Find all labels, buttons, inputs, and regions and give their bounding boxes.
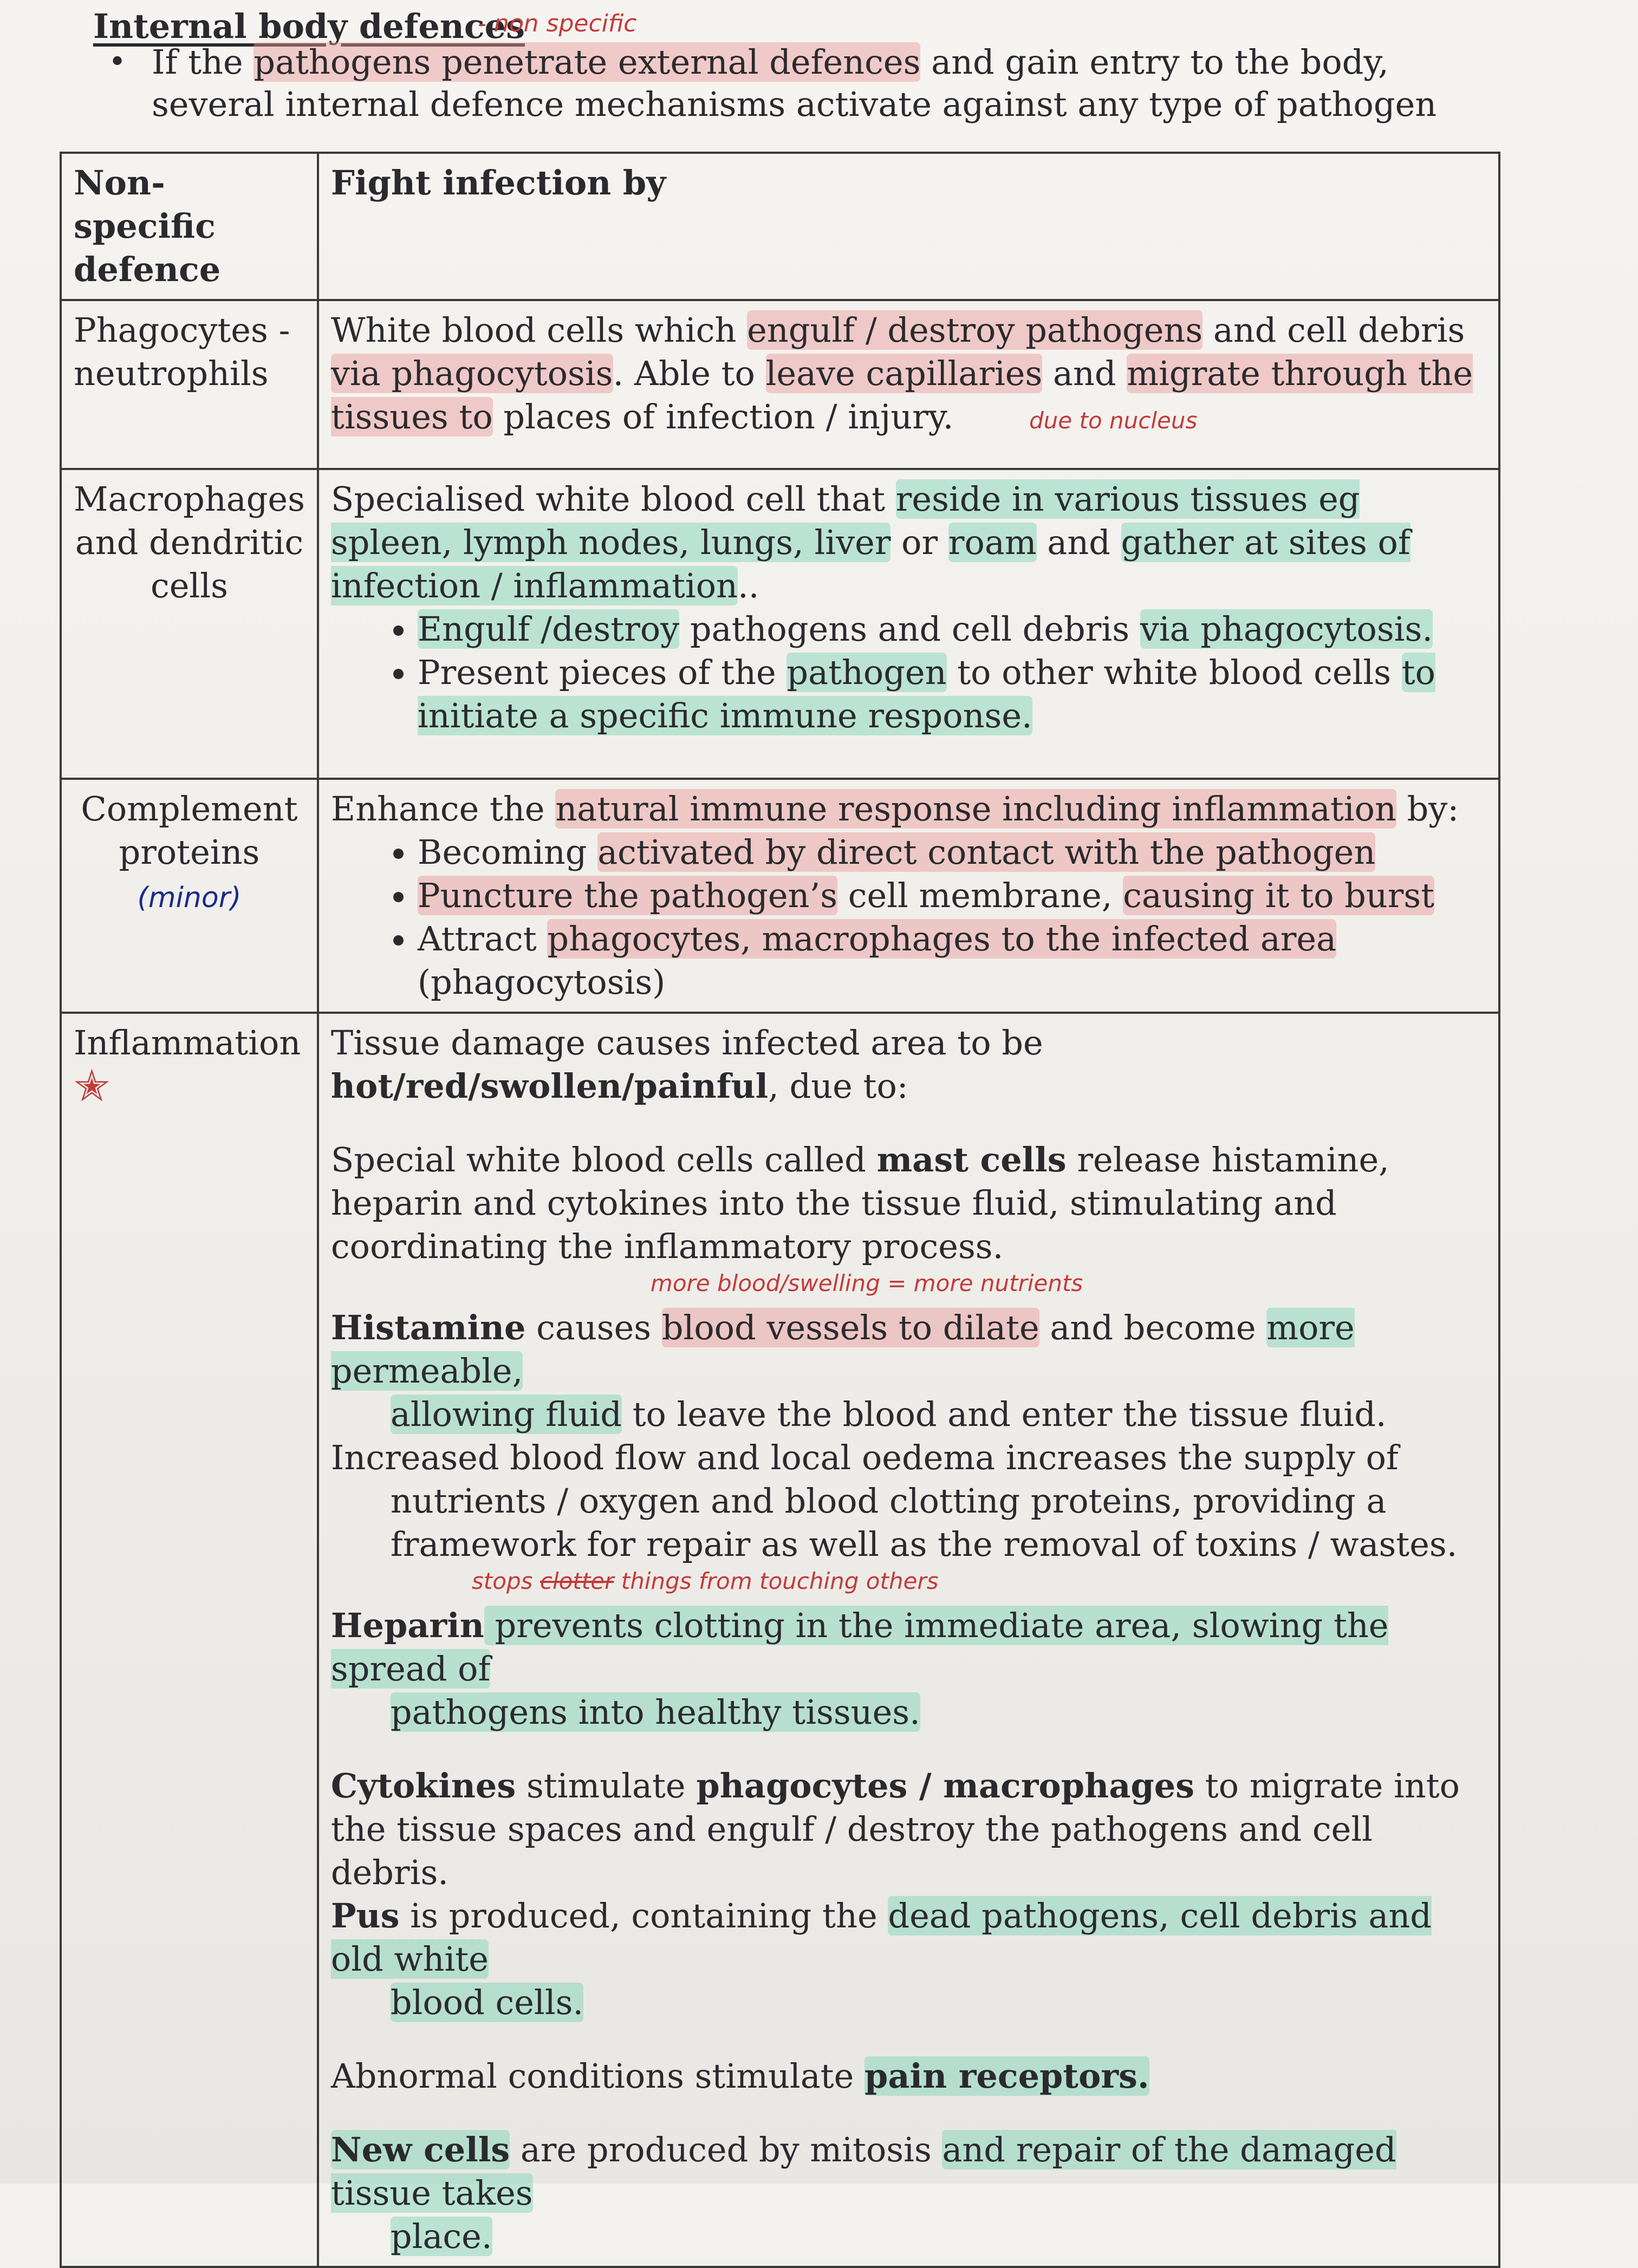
struck-text: clotter	[540, 1568, 614, 1594]
defence-table	[60, 152, 1500, 2268]
highlight-green: allowing fluid	[390, 1394, 622, 1434]
note-text: things from touching others	[621, 1568, 939, 1594]
text: Attract	[417, 919, 548, 959]
table-header-row	[61, 153, 1499, 300]
highlight-green: prevents clotting in the immediate area, slowing the spread of	[330, 1606, 1389, 1689]
text: causes	[525, 1308, 662, 1347]
text: White blood cells which	[330, 310, 748, 350]
text: Enhance the	[330, 789, 556, 829]
text: to other white blood cells	[946, 653, 1402, 692]
star-icon: ✭	[74, 1061, 110, 1111]
row-content	[318, 779, 1499, 1013]
inflammation-intro	[331, 1021, 1486, 1108]
highlight-green: more permeable,	[330, 1308, 1355, 1391]
text: nutrients / oxygen and blood clotting proteins, providing a framework for repair as well as the removal of toxins / wastes.	[390, 1481, 1458, 1564]
pain-paragraph	[331, 2055, 1486, 2098]
list-item	[418, 917, 1486, 1004]
highlight-green: to initiate a specific immune response.	[417, 653, 1435, 735]
highlight-red: natural immune response including inflammation	[555, 789, 1396, 829]
text: is produced, containing the	[399, 1896, 888, 1935]
text: and cell debris	[1202, 310, 1465, 350]
highlight-red: phagocytes, macrophages to the infected area	[547, 919, 1337, 959]
intro-text: If the	[152, 42, 254, 82]
text: stimulate	[516, 1766, 697, 1806]
highlight-red: leave capillaries	[765, 354, 1043, 393]
row-content	[318, 469, 1499, 779]
text: Becoming	[417, 832, 598, 872]
complement-bullets	[331, 831, 1486, 1004]
histamine-paragraph	[331, 1306, 1486, 1436]
bold-text: Cytokines	[330, 1766, 516, 1806]
highlight-green: dead pathogens, cell debris and old white	[330, 1896, 1432, 1979]
text: Specialised white blood cell that	[330, 479, 896, 519]
bold-text: Pus	[330, 1896, 400, 1935]
table-row-phagocytes	[61, 300, 1499, 469]
bold-text: hot/red/swollen/painful	[330, 1066, 769, 1106]
text: , due to:	[768, 1066, 908, 1106]
highlight-green: via phagocytosis.	[1140, 609, 1433, 649]
row-content	[318, 300, 1499, 469]
highlight-green: gather at sites of infection / inflammation	[330, 523, 1410, 605]
highlight-red: causing it to burst	[1123, 876, 1435, 915]
highlight-red: pathogens penetrate external defences	[253, 42, 921, 82]
list-item	[418, 831, 1486, 874]
handwritten-note-heparin	[331, 1566, 1486, 1596]
text: . Able to	[613, 354, 766, 393]
text: and	[1042, 354, 1127, 393]
text: release histamine, heparin and cytokines into the tissue fluid, stimulating and coordinating the inflammatory process.	[330, 1140, 1389, 1266]
text: places of infection / injury.	[492, 397, 954, 436]
heparin-paragraph	[331, 1604, 1486, 1734]
highlight-red: Puncture the pathogen’s	[417, 876, 838, 915]
cytokines-paragraph	[331, 1764, 1486, 1894]
bold-text: mast cells	[876, 1140, 1067, 1179]
handwritten-note-minor: (minor)	[137, 882, 242, 914]
row-label: Phagocytes - neutrophils	[61, 300, 318, 469]
row-content	[318, 1013, 1499, 2267]
text: (phagocytosis)	[417, 962, 666, 1002]
intro-text: and gain entry to the body, several internal defence mechanisms activate against any type of pathogen	[152, 42, 1437, 124]
row-label	[61, 779, 318, 1013]
text: or	[890, 523, 948, 562]
handwritten-note-swelling: more blood/swelling = more nutrients	[650, 1270, 1083, 1296]
text: Tissue damage causes infected area to be	[330, 1023, 1043, 1063]
row-label-text: Inflammation	[74, 1023, 301, 1063]
text: and	[1036, 523, 1121, 562]
highlight-green: reside in various tissues eg spleen, lymph nodes, lungs, liver	[330, 479, 1360, 562]
text: to leave the blood and enter the tissue fluid.	[621, 1394, 1387, 1434]
table-row-inflammation	[61, 1013, 1499, 2267]
mast-cells-paragraph	[331, 1138, 1486, 1268]
list-item	[418, 608, 1486, 651]
highlight-green: place.	[390, 2217, 492, 2256]
row-label	[61, 1013, 318, 2267]
handwritten-note-title: - non specific	[478, 10, 637, 37]
table-row-macrophages	[61, 469, 1499, 779]
bullet-icon: •	[108, 44, 127, 80]
text: by:	[1396, 789, 1459, 829]
intro-paragraph	[108, 41, 1462, 126]
list-item	[418, 651, 1486, 738]
header-cell: Fight infection by	[318, 153, 1499, 300]
highlight-green: roam	[948, 523, 1037, 562]
list-item	[418, 874, 1486, 917]
text: cell membrane,	[837, 876, 1123, 915]
table-row-complement	[61, 779, 1499, 1013]
text: to migrate into the tissue spaces and engulf / destroy the pathogens and cell debris.	[330, 1766, 1460, 1892]
bold-text: Histamine	[330, 1308, 526, 1347]
row-label-text: Complement proteins	[81, 789, 298, 872]
macrophage-bullets	[331, 608, 1486, 738]
bold-text: Heparin	[330, 1606, 484, 1645]
text: Abnormal conditions stimulate	[330, 2056, 864, 2096]
highlight-green: Engulf /destroy	[417, 609, 680, 649]
text: and become	[1039, 1308, 1267, 1347]
highlight-red: migrate through the tissues to	[330, 354, 1473, 436]
text: are produced by mitosis	[510, 2130, 942, 2169]
text: Increased blood flow and local oedema increases the supply of	[330, 1438, 1399, 1477]
pus-paragraph	[331, 1894, 1486, 2024]
text: ..	[737, 566, 759, 605]
page-title: Internal body defences	[93, 6, 525, 46]
handwritten-note-nucleus: due to nucleus	[1029, 407, 1198, 434]
new-cells-paragraph	[331, 2128, 1486, 2258]
highlight-green: New cells	[330, 2130, 510, 2169]
highlight-green: pathogens into healthy tissues.	[390, 1692, 920, 1732]
text: Special white blood cells called	[330, 1140, 877, 1179]
text: Present pieces of the	[417, 653, 787, 692]
highlight-green: blood cells.	[390, 1983, 584, 2022]
bold-text: phagocytes / macrophages	[696, 1766, 1195, 1806]
text: pathogens and cell debris	[679, 609, 1140, 649]
highlight-green: and repair of the damaged tissue takes	[330, 2130, 1396, 2213]
highlight-red: blood vessels to dilate	[661, 1308, 1039, 1347]
note-text: stops	[471, 1568, 533, 1594]
highlight-green: pain receptors.	[864, 2056, 1149, 2096]
row-label: Macrophages and dendritic cells	[61, 469, 318, 779]
highlight-red: engulf / destroy pathogens	[747, 310, 1203, 350]
highlight-red: activated by direct contact with the pathogen	[597, 832, 1376, 872]
header-cell: Non-specific defence	[61, 153, 318, 300]
highlight-green: pathogen	[786, 653, 947, 692]
highlight-red: via phagocytosis	[330, 354, 613, 393]
blood-flow-paragraph	[331, 1436, 1486, 1566]
